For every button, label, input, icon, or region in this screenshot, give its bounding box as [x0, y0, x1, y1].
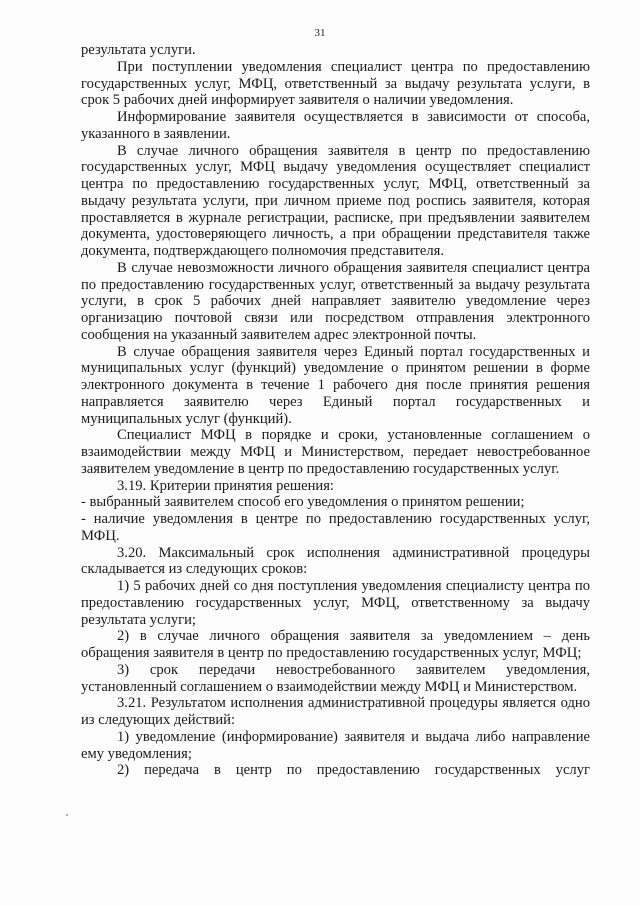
section-heading-3-19: 3.19. Критерии принятия решения: [117, 477, 334, 494]
list-item: - наличие уведомления в центре по предоставлению государственных услуг, МФЦ. [81, 511, 590, 544]
list-item: 1) 5 рабочих дней со дня поступления уведомления специалисту центра по предоставлению государственных услуг, МФЦ, ответственному за выдачу результата услуги; [81, 578, 590, 628]
paragraph: В случае личного обращения заявителя в центр по предоставлению государственных услуг, МФЦ выдачу уведомления осуществляет специалист центра по предоставлению государственных услуг, МФЦ, ответственный за выдачу результата услуги, при личном приеме под роспись заявителя, которая проставляется в журнале регистрации, расписке, при предъявлении заявителем документа, удостоверяющего личность, а при обращении представителя также документа, подтверждающего полномочия представителя. [81, 142, 590, 259]
paragraph: Специалист МФЦ в порядке и сроки, установленные соглашением о взаимодействии между МФЦ и Министерством, передает невостребованное заявителем уведомление в центр по предоставлению государственных услуг. [81, 427, 590, 477]
list-item: 2) в случае личного обращения заявителя за уведомлением – день обращения заявителя в центр по предоставлению государственных услуг, МФЦ; [81, 628, 590, 661]
paragraph: При поступлении уведомления специалист центра по предоставлению государственных услуг, МФЦ, ответственный за выдачу результата услуги, в срок 5 рабочих дней информирует заявителя о наличии уведомления. [81, 58, 590, 109]
section-heading-3-21: 3.21. Результатом исполнения административной процедуры является одно из следующих действий: [81, 695, 590, 728]
section-heading-3-20: 3.20. Максимальный срок исполнения административной процедуры складывается из следующих сроков: [81, 544, 590, 578]
paragraph: В случае обращения заявителя через Единый портал государственных и муниципальных услуг (функций) уведомление о принятом решении в форме электронного документа в течение 1 рабочего дня после принятия решения направляется заявителю через Единый портал государственных и муниципальных услуг (функций). [81, 343, 590, 427]
paragraph: В случае невозможности личного обращения заявителя специалист центра по предоставлению государственных услуг, ответственный за выдачу результата услуги, в срок 5 рабочих дней направляет заявителю уведомление через организацию почтовой связи или посредством отправления электронного сообщения на указанный заявителем адрес электронной почты. [81, 259, 590, 343]
list-item: 1) уведомление (информирование) заявителя и выдача либо направление ему уведомления; [81, 728, 590, 762]
list-item: - выбранный заявителем способ его уведомления о принятом решении; [81, 494, 525, 511]
list-item: 2) передача в центр по предоставлению государственных услуг [117, 762, 590, 779]
paragraph: Информирование заявителя осуществляется в зависимости от способа, указанного в заявлении. [81, 109, 590, 142]
scan-speck [66, 814, 68, 816]
list-item: 3) срок передачи невостребованного заявителем уведомления, установленный соглашением о взаимодействии между МФЦ и Министерством. [81, 661, 590, 695]
paragraph: результата услуги. [81, 42, 196, 58]
page-number: 31 [314, 27, 326, 39]
document-body [81, 42, 590, 779]
